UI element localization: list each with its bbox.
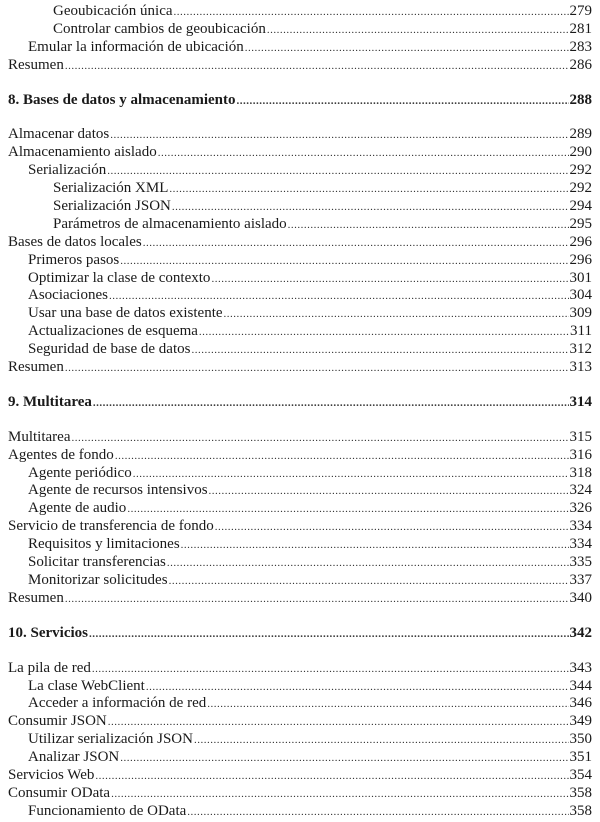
entry-title: Resumen: [8, 589, 64, 606]
entry-title: Serialización: [28, 162, 107, 179]
page-number: 358: [569, 802, 592, 819]
page-number: 344: [569, 677, 592, 694]
page-number: 350: [569, 731, 592, 748]
dot-leader: [245, 40, 569, 58]
toc-entry: [8, 465, 592, 483]
dot-leader: [207, 696, 568, 714]
toc-entry: [8, 518, 592, 536]
page-number: 288: [569, 91, 592, 108]
entry-title: Solicitar transferencias: [28, 554, 166, 571]
dot-leader: [181, 537, 569, 555]
table-of-contents: [8, 3, 592, 821]
entry-title: Acceder a información de red: [28, 695, 207, 712]
toc-chapter: [8, 394, 592, 412]
dot-leader: [237, 93, 569, 111]
page-number: 346: [569, 695, 592, 712]
entry-title: Servicios Web: [8, 766, 95, 783]
dot-leader: [65, 360, 569, 378]
page-number: 312: [569, 341, 592, 358]
entry-title: 8. Bases de datos y almacenamiento: [8, 91, 236, 108]
toc-entry: [8, 447, 592, 465]
entry-title: Requisitos y limitaciones: [28, 536, 180, 553]
toc-entry: [8, 359, 592, 377]
dot-leader: [194, 732, 569, 750]
entry-title: Parámetros de almacenamiento aislado: [53, 215, 287, 232]
toc-entry: [8, 305, 592, 323]
toc-entry: [8, 323, 592, 341]
entry-title: Primeros pasos: [28, 251, 120, 268]
entry-title: Consumir JSON: [8, 713, 107, 730]
page-number: 301: [569, 269, 592, 286]
dot-leader: [187, 804, 568, 822]
dot-leader: [199, 324, 569, 342]
entry-title: Controlar cambios de geoubicación: [53, 20, 266, 37]
toc-entry: [8, 660, 592, 678]
entry-title: Agente de recursos intensivos: [28, 482, 208, 499]
toc-entry: [8, 482, 592, 500]
dot-leader: [93, 395, 569, 413]
entry-title: Analizar JSON: [28, 749, 120, 766]
dot-leader: [267, 22, 569, 40]
toc-entry: [8, 536, 592, 554]
dot-leader: [211, 271, 568, 289]
dot-leader: [65, 58, 569, 76]
dot-leader: [89, 626, 569, 644]
entry-title: Geoubicación única: [53, 3, 173, 19]
entry-title: La pila de red: [8, 659, 91, 676]
entry-title: Emular la información de ubicación: [28, 38, 244, 55]
entry-title: Almacenamiento aislado: [8, 144, 157, 161]
toc-entry: [8, 767, 592, 785]
entry-title: Consumir OData: [8, 784, 111, 801]
entry-title: Serialización JSON: [53, 198, 171, 215]
toc-entry: [8, 803, 592, 821]
entry-title: Resumen: [8, 56, 64, 73]
toc-entry: [8, 216, 592, 234]
toc-chapter: [8, 92, 592, 110]
entry-title: Servicio de transferencia de fondo: [8, 518, 214, 535]
page-number: 358: [569, 784, 592, 801]
toc-entry: [8, 572, 592, 590]
page-number: 309: [569, 305, 592, 322]
toc-entry: [8, 554, 592, 572]
entry-title: Agente periódico: [28, 464, 132, 481]
dot-leader: [172, 199, 569, 217]
dot-leader: [174, 4, 569, 22]
entry-title: Bases de datos locales: [8, 233, 142, 250]
entry-title: Serialización XML: [53, 180, 169, 197]
page-number: 314: [569, 393, 592, 410]
page-number: 316: [569, 446, 592, 463]
page-number: 290: [569, 144, 592, 161]
page-number: 289: [569, 126, 592, 143]
toc-entry: [8, 144, 592, 162]
toc-entry: [8, 695, 592, 713]
toc-entry: [8, 500, 592, 518]
page-number: 279: [569, 3, 592, 19]
dot-leader: [110, 127, 568, 145]
dot-leader: [92, 661, 569, 679]
toc-entry: [8, 287, 592, 305]
toc-entry: [8, 785, 592, 803]
toc-chapter: [8, 625, 592, 643]
toc-entry: [8, 126, 592, 144]
dot-leader: [169, 573, 569, 591]
page-number: 354: [569, 766, 592, 783]
dot-leader: [65, 591, 569, 609]
entry-title: Agente de audio: [28, 500, 127, 517]
dot-leader: [109, 288, 569, 306]
dot-leader: [127, 501, 568, 519]
page-number: 342: [569, 624, 592, 641]
page-number: 294: [569, 198, 592, 215]
toc-entry: [8, 713, 592, 731]
page-number: 295: [569, 215, 592, 232]
entry-title: Seguridad de base de datos: [28, 341, 191, 358]
entry-title: Agentes de fondo: [8, 446, 114, 463]
toc-entry: [8, 341, 592, 359]
dot-leader: [71, 430, 568, 448]
page-number: 292: [569, 162, 592, 179]
dot-leader: [224, 306, 569, 324]
dot-leader: [120, 253, 568, 271]
page-number: 304: [569, 287, 592, 304]
toc-entry: [8, 590, 592, 608]
toc-entry: [8, 180, 592, 198]
dot-leader: [167, 555, 569, 573]
page-number: 334: [569, 536, 592, 553]
page-number: 351: [569, 749, 592, 766]
entry-title: Asociaciones: [28, 287, 108, 304]
dot-leader: [133, 466, 569, 484]
dot-leader: [108, 714, 569, 732]
entry-title: 10. Servicios: [8, 624, 88, 641]
page-number: 326: [569, 500, 592, 517]
page-number: 334: [569, 518, 592, 535]
page-number: 337: [569, 571, 592, 588]
page-number: 315: [569, 428, 592, 445]
page-number: 313: [569, 359, 592, 376]
dot-leader: [107, 163, 568, 181]
entry-title: Almacenar datos: [8, 126, 110, 143]
page-number: 292: [569, 180, 592, 197]
dot-leader: [143, 235, 569, 253]
dot-leader: [169, 181, 568, 199]
page-number: 343: [569, 659, 592, 676]
entry-title: Multitarea: [8, 428, 71, 445]
toc-entry: [8, 57, 592, 75]
page-number: 296: [569, 233, 592, 250]
page-number: 318: [569, 464, 592, 481]
entry-title: La clase WebClient: [28, 677, 145, 694]
page-number: 283: [569, 38, 592, 55]
toc-entry: [8, 678, 592, 696]
entry-title: Monitorizar solicitudes: [28, 571, 168, 588]
toc-entry: [8, 429, 592, 447]
dot-leader: [215, 519, 569, 537]
page-number: 286: [569, 56, 592, 73]
page-number: 296: [569, 251, 592, 268]
toc-entry: [8, 234, 592, 252]
dot-leader: [115, 448, 569, 466]
entry-title: Optimizar la clase de contexto: [28, 269, 211, 286]
entry-title: Resumen: [8, 359, 64, 376]
dot-leader: [288, 217, 569, 235]
entry-title: Utilizar serialización JSON: [28, 731, 193, 748]
page-number: 349: [569, 713, 592, 730]
entry-title: Actualizaciones de esquema: [28, 323, 198, 340]
page-number: 281: [569, 20, 592, 37]
toc-entry: [8, 198, 592, 216]
entry-title: Usar una base de datos existente: [28, 305, 223, 322]
toc-entry: [8, 731, 592, 749]
page-number: 335: [569, 554, 592, 571]
toc-entry: [8, 252, 592, 270]
toc-entry: [8, 21, 592, 39]
page-number: 340: [569, 589, 592, 606]
page-number: 324: [569, 482, 592, 499]
dot-leader: [95, 768, 568, 786]
dot-leader: [158, 145, 569, 163]
toc-entry: [8, 270, 592, 288]
dot-leader: [191, 342, 568, 360]
entry-title: Funcionamiento de OData: [28, 802, 187, 819]
dot-leader: [120, 750, 568, 768]
toc-entry: [8, 3, 592, 21]
toc-entry: [8, 162, 592, 180]
dot-leader: [146, 679, 569, 697]
dot-leader: [209, 483, 569, 501]
toc-entry: [8, 749, 592, 767]
dot-leader: [111, 786, 568, 804]
entry-title: 9. Multitarea: [8, 393, 92, 410]
page-number: 311: [570, 323, 592, 340]
toc-entry: [8, 39, 592, 57]
